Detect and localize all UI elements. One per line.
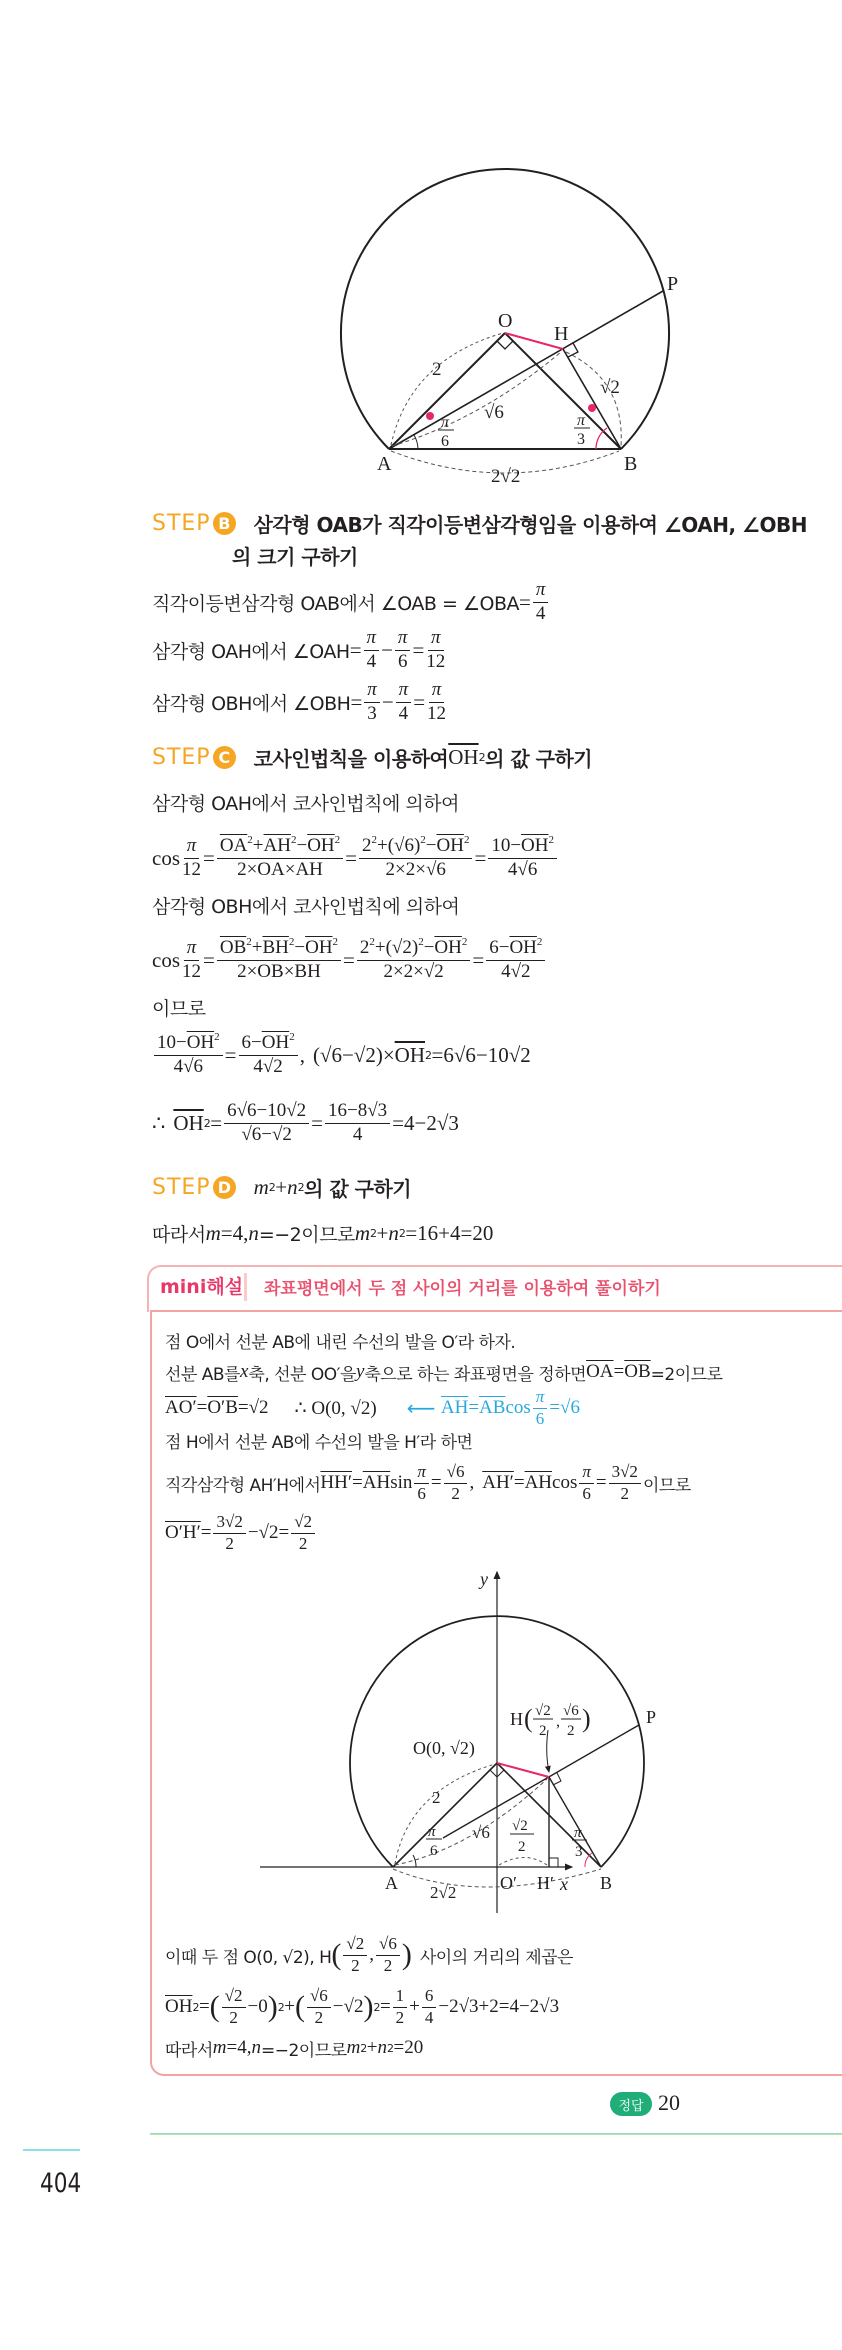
math-token: =4, <box>220 1220 249 1245</box>
mini-line-9 <box>165 2018 423 2078</box>
math-token: 2 <box>387 2041 394 2055</box>
math-token: + <box>284 1996 295 2017</box>
math-token: =20 <box>393 2037 424 2058</box>
math-token: = <box>430 1472 442 1493</box>
math-token: π <box>533 1387 548 1408</box>
math-token: 2 <box>420 834 426 847</box>
label-o-coord: O(0, √2) <box>413 1738 475 1758</box>
math-token: HH′ <box>320 1472 353 1493</box>
step-letter-badge: C <box>213 746 236 769</box>
math-token: − <box>296 835 308 857</box>
math-token: −0 <box>247 1996 268 2017</box>
math-token: π <box>364 679 380 703</box>
math-token: $\overline{OB}$ <box>257 961 284 982</box>
math-token: 10 <box>491 835 511 857</box>
math-token: − <box>251 1032 262 1054</box>
cos: cos <box>152 845 180 870</box>
math-token: $\overline{OH}$ <box>307 835 335 857</box>
math-token: 2 <box>237 961 247 982</box>
math-token: + <box>366 2037 378 2058</box>
math-token: 2 <box>383 1955 393 1975</box>
text: 삼각형 OBH에서 ∠OBH <box>152 692 351 715</box>
math-token: 2 <box>425 1048 432 1062</box>
math-token: AH′ <box>482 1472 514 1493</box>
math-token: 이므로 <box>642 1475 691 1496</box>
math-token: $\overline{OH}$ <box>173 1110 204 1135</box>
math-token: AO′ <box>165 1397 197 1418</box>
step-letter-badge: B <box>213 512 236 535</box>
math-token: 직각삼각형 AH′H에서 <box>165 1475 321 1496</box>
mini-title: 좌표평면에서 두 점 사이의 거리를 이용하여 풀이하기 <box>264 1279 661 1299</box>
math-token: π <box>395 627 411 651</box>
math-token: 2 <box>620 1483 630 1503</box>
math-token: ( <box>294 1990 305 2023</box>
math-token: = <box>352 1472 363 1493</box>
math-token: 6 <box>417 1483 426 1503</box>
math-token: 이때 두 점 O(0, √2), H <box>165 1947 332 1968</box>
label-a: A <box>377 453 392 475</box>
note: $\overline{AH}$ <box>440 1397 469 1418</box>
pointer-arrow <box>547 1730 549 1772</box>
math-token: = <box>210 1110 223 1135</box>
math-token: $\overline{OH}$ <box>434 937 462 959</box>
math-token: 12 <box>182 960 201 982</box>
math-token: 2 <box>332 936 339 949</box>
math-token: n <box>388 1220 399 1245</box>
math-token: √2 <box>248 1397 269 1418</box>
math-token: − <box>510 835 522 857</box>
label-h-prime: H′ <box>537 1873 554 1893</box>
math-token: 6 <box>422 1986 437 2007</box>
angle-b-den: 3 <box>577 431 585 448</box>
math-token: 3√2 <box>609 1462 641 1483</box>
math-token: cos <box>505 1397 531 1418</box>
math-token: + <box>374 937 386 959</box>
step-d-title: 의 값 구하기 <box>304 1176 412 1201</box>
math-token: $\overline{OH}$ <box>186 1032 215 1054</box>
label-ab-length: 2√2 <box>430 1883 457 1902</box>
math-token: − <box>332 1996 344 2017</box>
math-token: $\overline{BH}$ <box>262 937 289 959</box>
eq: = <box>413 689 426 714</box>
math-token: $\overline{OH}$ <box>521 835 549 857</box>
math-token: $\overline{OH}$ <box>261 1032 290 1054</box>
math-token: 10 <box>157 1032 176 1054</box>
svg-text:(: ( <box>524 1704 533 1733</box>
math-token: 2×2×√2 <box>383 961 444 982</box>
angle-a-den: 6 <box>441 433 449 450</box>
angle-a-num: π <box>441 414 450 431</box>
label-oa-length: 2 <box>432 1788 441 1807</box>
math-token: + <box>275 1174 288 1199</box>
math-token: $\overline{AH}$ <box>524 1472 553 1493</box>
math-token: √6−√2 <box>241 1123 292 1145</box>
math-token: = <box>343 947 355 972</box>
math-token: 2 <box>290 834 297 847</box>
math-token: 2 <box>361 835 372 857</box>
math-token: 2 <box>298 1533 308 1553</box>
math-token: $\overline{AH}$ <box>362 1472 391 1493</box>
math-token: m <box>205 1220 221 1245</box>
math-token: (√6−√2) <box>312 1042 383 1067</box>
math-token: π <box>184 835 200 859</box>
math-token: , <box>299 1042 305 1067</box>
page-number: 404 <box>40 2168 82 2199</box>
step-c-title: 코사인법칙을 이용하여 <box>253 746 449 771</box>
math-token: O′H′ <box>165 1522 201 1543</box>
math-token: 6√6−10√2 <box>443 1042 531 1067</box>
math-token: 2 <box>214 1031 220 1044</box>
math-token: = <box>379 1996 391 2017</box>
math-token: 2 <box>478 750 486 764</box>
math-token: = <box>613 1361 625 1382</box>
math-token: 2 <box>398 1226 406 1240</box>
math-token: = <box>278 1522 290 1543</box>
math-token: = <box>468 1397 480 1418</box>
math-token: 2 <box>289 1031 295 1044</box>
math-token: 2 <box>351 1955 360 1975</box>
label-a: A <box>385 1873 398 1893</box>
math-token: 4 <box>535 602 546 624</box>
label-ah-length: √6 <box>484 402 504 423</box>
math-token: 2 <box>192 2000 199 2014</box>
math-token: 2 <box>369 936 375 949</box>
math-token: − <box>294 937 306 959</box>
math-token: × <box>246 859 258 880</box>
label-o-prime: O′ <box>500 1873 517 1893</box>
svg-text:): ) <box>582 1704 591 1733</box>
math-token: − <box>425 835 437 857</box>
math-token: m <box>212 2037 227 2058</box>
math-token: $\overline{AB}$ <box>479 1397 506 1418</box>
math-token: 2 <box>371 834 377 847</box>
math-token: $\overline{OH}$ <box>436 835 464 857</box>
math-token: ( <box>331 1938 342 1971</box>
minus: − <box>381 689 394 714</box>
math-token: m <box>354 1220 370 1245</box>
math-token: ) <box>267 1990 278 2023</box>
math-token: 사이의 거리의 제곱은 <box>419 1947 573 1968</box>
label-h-coord: H <box>510 1709 523 1729</box>
math-token: − <box>423 937 435 959</box>
math-token: √6 <box>563 1703 579 1719</box>
math-token: 따라서 <box>152 1223 206 1246</box>
math-token: √2 <box>258 1522 279 1543</box>
math-token: 2 <box>567 1723 575 1739</box>
math-token: sin <box>390 1472 413 1493</box>
math-token: x <box>239 1361 249 1382</box>
math-token: 6 <box>489 937 499 959</box>
math-token: 3 <box>575 1844 583 1860</box>
math-token: π <box>574 1825 582 1841</box>
math-token: 2 <box>418 936 424 949</box>
math-token: 점 O에서 선분 AB에 내린 수선의 발을 O′라 하자. <box>165 1332 516 1353</box>
text: 삼각형 OBH에서 코사인법칙에 의하여 <box>152 895 460 918</box>
math-token: n <box>251 2037 261 2058</box>
math-token: , <box>556 1713 560 1730</box>
eq: = <box>518 589 531 614</box>
step-c-title-end: 의 값 구하기 <box>485 746 593 771</box>
eq: = <box>350 689 363 714</box>
math-token: −2√3+2=4−2√3 <box>438 1996 560 2017</box>
math-token: 2 <box>246 936 252 949</box>
math-token: ∴ <box>152 1110 166 1135</box>
label-b: B <box>600 1873 613 1893</box>
math-token: = <box>474 845 487 870</box>
text: 직각이등변삼각형 OAB에서 ∠OAB = ∠OBA <box>152 592 519 615</box>
page-number-rule <box>23 2149 80 2151</box>
math-token: √2 <box>512 1818 528 1834</box>
math-token: √2 <box>222 1986 246 2007</box>
math-token: 2 <box>461 936 468 949</box>
math-token: $\overline{AH}$ <box>295 859 323 880</box>
arrow-left-icon: ⟵ <box>406 1396 435 1420</box>
eq: = <box>412 637 425 662</box>
math-token: √2 <box>343 1934 367 1955</box>
math-token: n <box>248 1220 259 1245</box>
math-token: 2 <box>463 834 470 847</box>
step-label: STEP <box>152 744 211 770</box>
math-token: = <box>549 1397 561 1418</box>
math-token: $\overline{OH}$ <box>305 937 333 959</box>
math-token: + <box>251 937 263 959</box>
minus: − <box>381 637 393 662</box>
math-token: = <box>196 1397 208 1418</box>
math-token: = <box>203 845 215 870</box>
mini-line-7 <box>165 1925 573 1985</box>
math-token: n <box>287 1174 298 1199</box>
angle-b-num: π <box>577 412 586 429</box>
math-token: 축, 선분 OO′을 <box>248 1364 356 1385</box>
math-token: √2 <box>343 1996 364 2017</box>
math-token: 6 <box>535 1408 545 1428</box>
math-token: 2×2×√6 <box>385 859 446 880</box>
math-token: √6 <box>444 1462 468 1483</box>
math-token: $\overline{OB}$ <box>624 1361 651 1382</box>
mini-label: mini해설 <box>160 1276 244 1298</box>
text: 이므로 <box>152 997 206 1020</box>
math-token: 2 <box>359 937 370 959</box>
math-token: = <box>392 1110 404 1135</box>
math-token: = <box>345 845 357 870</box>
math-token: 따라서 <box>165 2040 213 2061</box>
math-token: cos <box>552 1472 578 1493</box>
math-token: = <box>198 1996 210 2017</box>
math-token: 4 <box>424 2007 434 2027</box>
math-token: 2 <box>370 1226 377 1240</box>
math-token: + <box>376 1220 389 1245</box>
math-token: 6 <box>582 1483 591 1503</box>
math-token: 6 <box>241 1032 252 1054</box>
math-token: 2 <box>360 2041 367 2055</box>
x-axis-label: x <box>560 1874 568 1894</box>
math-token: √2 <box>291 1512 315 1533</box>
math-token: π <box>533 579 549 603</box>
label-hb-length: √2 <box>600 377 620 398</box>
math-token: =4, <box>226 2037 252 2058</box>
math-token: 16−8√3 <box>325 1100 390 1124</box>
math-token: 2 <box>314 2007 324 2027</box>
math-token: =16+4=20 <box>405 1220 494 1245</box>
math-token: $\overline{OH}$ <box>165 1996 193 2017</box>
math-token: 3 <box>367 702 377 724</box>
math-token: 2 <box>288 936 295 949</box>
label-b: B <box>624 453 638 475</box>
math-token: + <box>252 835 264 857</box>
math-token: 6 <box>397 650 408 672</box>
math-token: π <box>184 937 200 961</box>
math-token: − <box>247 1522 259 1543</box>
math-token: 6√6−10√2 <box>224 1100 309 1124</box>
math-token: 12 <box>426 650 446 672</box>
cos: cos <box>152 947 180 972</box>
math-token: ∴ O(0, √2) <box>294 1397 377 1419</box>
math-token: π <box>429 679 445 703</box>
math-token: π <box>428 1824 436 1840</box>
math-token: × <box>283 961 295 982</box>
math-token: m <box>346 2037 361 2058</box>
math-token: π <box>414 1462 429 1483</box>
math-token: ) <box>363 1990 374 2023</box>
math-token: 6 <box>430 1843 438 1859</box>
math-token: = <box>513 1472 525 1493</box>
label-p: P <box>646 1707 657 1727</box>
step-label: STEP <box>152 510 211 536</box>
math-token: 4 <box>366 650 377 672</box>
math-token: √6 <box>307 1986 331 2007</box>
math-token: $\overline{OB}$ <box>219 937 247 959</box>
math-token: , <box>369 1944 375 1965</box>
math-token: 2 <box>334 834 341 847</box>
math-token: 4√6 <box>507 859 538 880</box>
math-token: π <box>364 627 380 651</box>
math-token: (√6) <box>387 835 421 857</box>
math-token: (√2) <box>385 937 419 959</box>
math-token: m <box>253 1174 269 1199</box>
math-token: × <box>246 961 258 982</box>
math-token: =2이므로 <box>650 1364 723 1385</box>
label-ah-length: √6 <box>472 1823 490 1842</box>
label-p: P <box>667 273 679 295</box>
math-token: $\overline{AH}$ <box>263 835 291 857</box>
math-token: 2 <box>237 859 247 880</box>
math-token: 4√2 <box>253 1056 283 1077</box>
math-token: 2 <box>225 1533 234 1553</box>
math-token: √6 <box>376 1934 400 1955</box>
math-token: 2 <box>536 936 543 949</box>
math-token: = <box>200 1522 212 1543</box>
eq: = <box>349 637 362 662</box>
math-token: 2 <box>203 1116 211 1130</box>
answer-value: 20 <box>658 2090 680 2115</box>
math-token: n <box>377 2037 388 2058</box>
math-token: $\overline{OA}$ <box>257 859 285 880</box>
math-token: 2 <box>548 834 554 847</box>
math-token: =−2이므로 <box>260 2040 347 2061</box>
step-letter-badge: D <box>213 1176 236 1199</box>
math-token: π <box>579 1462 594 1483</box>
math-token: 축으로 하는 좌표평면을 정하면 <box>364 1364 587 1385</box>
math-token: √2 <box>535 1703 551 1719</box>
label-h: H <box>554 323 569 345</box>
math-token: 2 <box>247 834 253 847</box>
math-token: 3√2 <box>213 1512 245 1533</box>
label-ab-length: 2√2 <box>491 466 521 487</box>
math-token: 1 <box>393 1986 408 2007</box>
math-token: 2 <box>268 1180 276 1194</box>
math-token: = <box>237 1397 249 1418</box>
segment-oh: $\overline{OH}$ <box>448 744 479 769</box>
math-token: = <box>595 1472 607 1493</box>
math-token: 4√6 <box>173 1056 204 1077</box>
math-token: 2 <box>451 1483 460 1503</box>
footer-divider <box>150 2133 842 2135</box>
math-token: = <box>203 947 215 972</box>
math-token: $\overline{OH}$ <box>509 937 537 959</box>
math-token: 2 <box>395 2007 405 2027</box>
math-token: − <box>176 1032 187 1054</box>
answer-badge: 정답 <box>610 2092 652 2116</box>
math-token: ( <box>209 1990 220 2023</box>
math-token: × <box>382 1042 395 1067</box>
text: 삼각형 OAH에서 코사인법칙에 의하여 <box>152 792 459 815</box>
math-token: = <box>472 947 485 972</box>
math-token: √6 <box>560 1397 580 1418</box>
math-token: − <box>498 937 510 959</box>
step-label: STEP <box>152 1174 211 1200</box>
math-token: ) <box>401 1938 412 1971</box>
math-token: O′B <box>207 1397 238 1418</box>
math-token: 선분 AB를 <box>165 1364 240 1385</box>
math-token: 12 <box>427 702 447 724</box>
math-token: $\overline{OA}$ <box>586 1361 614 1382</box>
y-axis-label: y <box>480 1569 488 1589</box>
math-token: 2 <box>277 2000 285 2014</box>
step-b-title: 삼각형 OAB가 직각이등변삼각형임을 이용하여 ∠OAH, ∠OBH <box>253 512 807 537</box>
math-token: $\overline{OA}$ <box>219 835 248 857</box>
math-token: , <box>469 1472 475 1493</box>
math-token: + <box>409 1996 420 2017</box>
math-token: + <box>376 835 388 857</box>
math-token: π <box>396 679 412 703</box>
math-token: $\overline{OH}$ <box>394 1042 426 1067</box>
math-token: 4−2√3 <box>403 1110 459 1135</box>
math-token: $\overline{BH}$ <box>294 961 321 982</box>
math-token: 2 <box>539 1723 547 1739</box>
math-token: = <box>431 1042 444 1067</box>
math-token: =−2이므로 <box>258 1223 355 1246</box>
math-token: 점 H에서 선분 AB에 수선의 발을 H′라 하면 <box>165 1432 473 1453</box>
text: 삼각형 OAH에서 ∠OAH <box>152 640 350 663</box>
math-token: 2 <box>297 1180 305 1194</box>
label-oa-length: 2 <box>432 359 442 380</box>
math-token: 4√2 <box>501 961 531 982</box>
math-token: π <box>428 627 444 651</box>
math-token: × <box>284 859 296 880</box>
math-token: 4 <box>398 702 409 724</box>
math-token: 2 <box>229 2007 238 2027</box>
math-token: y <box>355 1361 365 1382</box>
math-token: = <box>311 1110 323 1135</box>
math-token: 12 <box>182 858 201 880</box>
step-b-title-2: 의 크기 구하기 <box>232 544 358 569</box>
math-token: = <box>224 1042 237 1067</box>
label-o: O <box>498 310 513 332</box>
math-token: 2 <box>373 2000 380 2014</box>
math-token: 2 <box>518 1839 526 1855</box>
math-token: 4 <box>352 1123 363 1145</box>
